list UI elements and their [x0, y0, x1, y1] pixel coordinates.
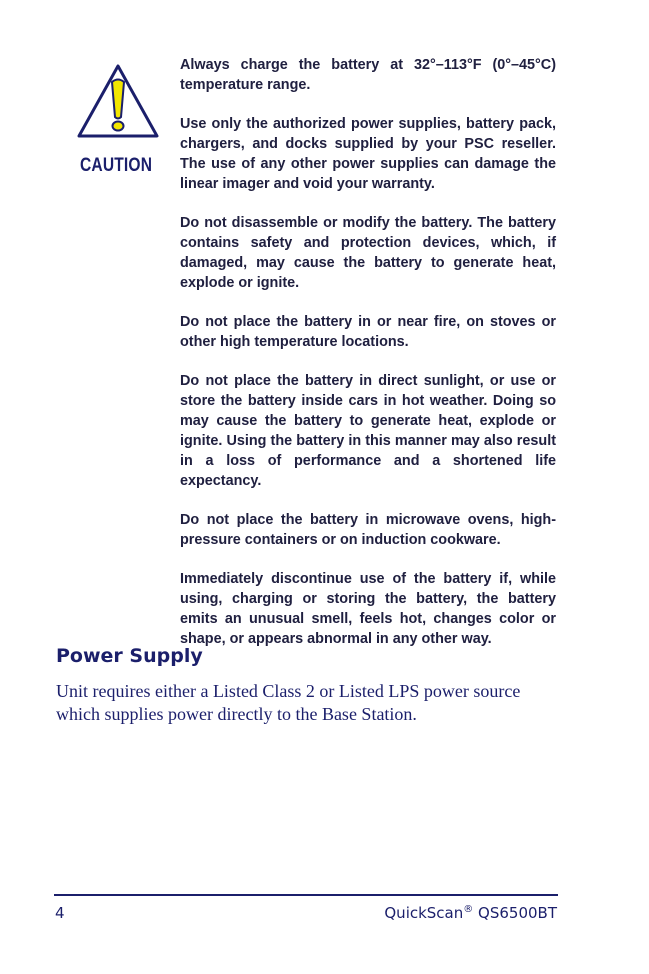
- warning-paragraph: Use only the authorized power supplies, battery pack, chargers, and docks supplied by your PSC reseller. The use of any other power supplies can damage the linear imager and void your warranty.: [180, 116, 556, 192]
- caution-label: CAUTION: [80, 155, 153, 176]
- caution-triangle-icon: [76, 62, 160, 140]
- footer-divider: [54, 894, 558, 896]
- page-number: 4: [55, 904, 65, 922]
- warning-paragraph: Do not place the battery in or near fire, on stoves or other high temperature locations.: [180, 314, 556, 350]
- section-heading: Power Supply: [56, 645, 203, 667]
- registered-mark: ®: [463, 904, 474, 915]
- warning-paragraph: Do not place the battery in direct sunlight, or use or store the battery inside cars in hot weather. Doing so may cause the battery to generate heat, explode or ignite. Using the battery in this manner may also result in a loss of performance and a shortened life expectancy.: [180, 373, 556, 489]
- warning-paragraph: Do not disassemble or modify the battery. The battery contains safety and protection devices, which, if damaged, may cause the battery to generate heat, explode or ignite.: [180, 215, 556, 291]
- warning-paragraph: Always charge the battery at 32°–113°F (0°–45°C) temperature range.: [180, 57, 556, 93]
- warning-paragraph: Do not place the battery in microwave ovens, high-pressure containers or on induction cookware.: [180, 512, 556, 548]
- document-title: [384, 904, 557, 922]
- warning-paragraph: Immediately discontinue use of the battery if, while using, charging or storing the battery, the battery emits an unusual smell, feels hot, changes color or shape, or appears abnormal in any other way.: [180, 571, 556, 647]
- product-name: QuickScan: [384, 904, 464, 922]
- section-body: Unit requires either a Listed Class 2 or Listed LPS power source which supplies power directly to the Base Station.: [56, 681, 521, 724]
- model-name: QS6500BT: [473, 904, 557, 922]
- battery-warnings: [180, 55, 556, 668]
